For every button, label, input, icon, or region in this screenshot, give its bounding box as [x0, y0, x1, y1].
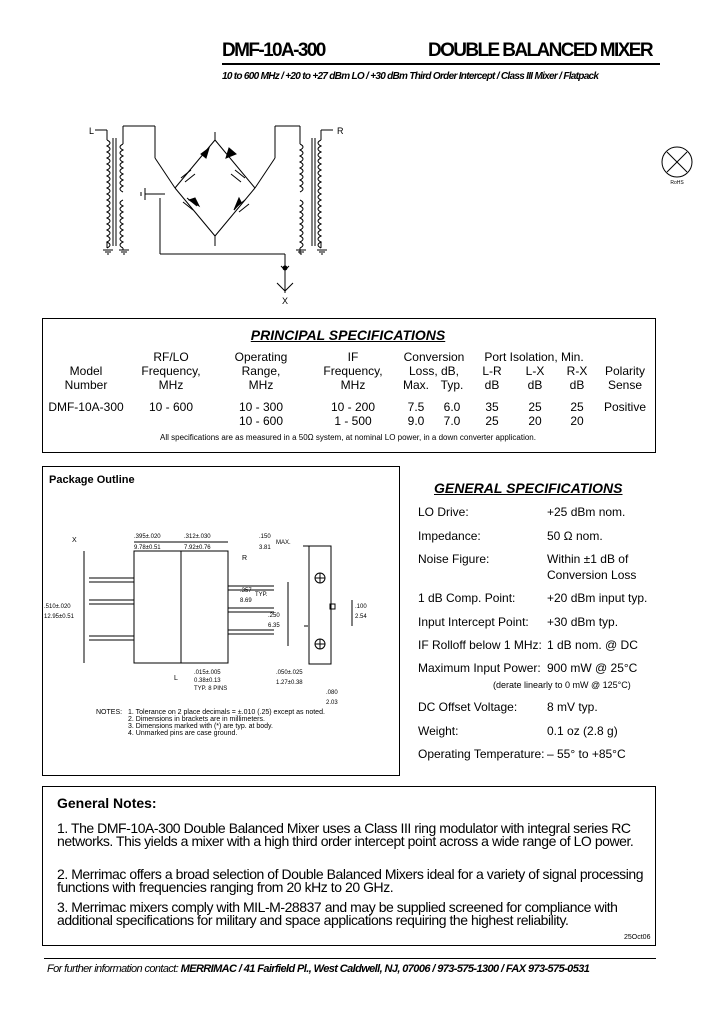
dim-d8: .015±.005 — [194, 670, 221, 676]
hdr-op-1: Operating — [234, 350, 288, 364]
dim-d8-note: TYP. 8 PINS — [194, 686, 228, 692]
footer-company: MERRIMAC / 41 Fairfield Pl., West Caldwell, NJ, 07006 / 973-575-1300 / FAX 973-575-0531 — [180, 963, 590, 975]
subtitle: 10 to 600 MHz / +20 to +27 dBm LO / +30 dBm Third Order Intercept / Class III Mixer / Flatpack — [222, 71, 599, 82]
table-row: DMF-10A-300 10 - 600 10 - 300 10 - 200 7.5 6.0 35 25 25 Positive — [48, 400, 647, 414]
hdr-iso: Port Isolation, Min. — [484, 350, 584, 364]
hdr-conv-typ: Typ. — [440, 378, 464, 392]
spec-label: IF Rolloff below 1 MHz: — [418, 638, 542, 652]
dim-d3: .150 — [259, 534, 271, 540]
revision-date: 25Oct06 — [624, 934, 651, 941]
package-note-2: 2. Dimensions in brackets are in millimeters. — [128, 716, 265, 723]
hdr-conv-2: Loss, dB, — [408, 364, 460, 378]
hdr-rflo-1: RF/LO — [153, 350, 189, 364]
hdr-rx-2: dB — [569, 378, 585, 392]
spec-value: 0.1 oz (2.8 g) — [547, 724, 618, 738]
hdr-rx-1: R-X — [566, 364, 588, 378]
dim-d9-mm: 1.27±0.38 — [276, 680, 303, 686]
dim-d5: .250 — [268, 613, 280, 619]
package-note-1: 1. Tolerance on 2 place decimals = ±.010 (.25) except as noted. — [128, 709, 325, 716]
spec-value: – 55° to +85°C — [547, 747, 626, 761]
spec-value: +25 dBm nom. — [547, 505, 626, 519]
dim-d4-mm: 8.69 — [240, 598, 252, 604]
spec-label: Operating Temperature: — [418, 747, 545, 761]
spec-value: +30 dBm typ. — [547, 615, 619, 629]
principal-specs-title: PRINCIPAL SPECIFICATIONS — [250, 327, 446, 343]
spec-label: Maximum Input Power: — [418, 661, 541, 675]
spec-label: DC Offset Voltage: — [418, 700, 518, 714]
pin-l-label: L — [174, 675, 178, 682]
footer-rule — [44, 958, 656, 959]
package-outline-title: Package Outline — [49, 474, 135, 486]
hdr-pol-2: Sense — [607, 378, 643, 392]
dim-d3-mm: 3.81 — [259, 545, 271, 551]
hdr-op-2: Range, — [241, 364, 281, 378]
hdr-lx-2: dB — [527, 378, 543, 392]
dim-d8-mm: 0.38±0.13 — [194, 678, 221, 684]
hdr-conv-1: Conversion — [403, 350, 465, 364]
product-title: DOUBLE BALANCED MIXER — [428, 40, 652, 61]
dim-typ: TYP. — [255, 592, 268, 598]
dim-d2: .312±.030 — [184, 534, 211, 540]
spec-value-note: (derate linearly to 0 mW @ 125°C) — [493, 680, 631, 690]
spec-value: 1 dB nom. @ DC — [547, 638, 638, 652]
compliance-logo — [657, 145, 699, 187]
footer-contact — [47, 963, 589, 975]
logo-label: RoHS — [670, 180, 684, 186]
hdr-lx-1: L-X — [525, 364, 545, 378]
mixer-schematic — [85, 118, 355, 308]
dim-d5-mm: 6.35 — [268, 623, 280, 629]
spec-label: 1 dB Comp. Point: — [418, 591, 516, 605]
general-notes-title: General Notes: — [57, 795, 157, 811]
hdr-model-2: Number — [64, 378, 108, 392]
hdr-lr-2: dB — [484, 378, 500, 392]
dim-d2-mm: 7.92±0.76 — [184, 545, 211, 551]
spec-value: +20 dBm input typ. — [547, 591, 648, 605]
footer-lead: For further information contact: — [47, 963, 181, 975]
dim-d6: .100 — [355, 604, 367, 610]
spec-value: 900 mW @ 25°C — [547, 661, 638, 675]
port-r-label: R — [337, 126, 344, 136]
spec-value: Within ±1 dB of — [547, 552, 629, 566]
hdr-rflo-3: MHz — [158, 378, 184, 392]
dim-d1-mm: 9.78±0.51 — [134, 545, 161, 551]
dim-d10-mm: 2.03 — [326, 700, 338, 706]
package-note-4: 4. Unmarked pins are case ground. — [128, 730, 238, 737]
hdr-conv-max: Max. — [402, 378, 429, 392]
spec-label: Impedance: — [418, 529, 481, 543]
spec-label: LO Drive: — [418, 505, 469, 519]
hdr-if-3: MHz — [340, 378, 366, 392]
principal-specs-table — [44, 350, 652, 428]
dim-d9: .050±.025 — [276, 670, 303, 676]
spec-label: Weight: — [418, 724, 459, 738]
dim-d7-mm: 12.95±0.51 — [44, 614, 74, 620]
pin-x-label: X — [72, 537, 77, 544]
general-note-1: 1. The DMF-10A-300 Double Balanced Mixer uses a Class III ring modulator with integral series RC networks. This yields a mixer with a high third order intercept point across a wide range of LO power. — [57, 820, 634, 849]
general-note-2: 2. Merrimac offers a broad selection of Double Balanced Mixers ideal for a variety of signal processing functions with frequencies ranging from 20 kHz to 20 GHz. — [57, 866, 644, 895]
dim-max: MAX. — [276, 540, 291, 546]
package-notes-label: NOTES: — [96, 709, 123, 716]
general-note-3: 3. Merrimac mixers comply with MIL-M-28837 and may be supplied screened for compliance with additional specifications for military and space applications requiring the highest reliability. — [57, 899, 618, 928]
title-rule — [222, 63, 660, 65]
spec-value-cont: Conversion Loss — [547, 568, 637, 582]
package-note-3: 3. Dimensions marked with (*) are typ. at body. — [128, 723, 273, 730]
hdr-lr-1: L-R — [482, 364, 502, 378]
hdr-model-1: Model — [69, 364, 103, 378]
spec-value: 50 Ω nom. — [547, 529, 603, 543]
pin-r-label: R — [242, 555, 248, 562]
principal-specs-note: All specifications are as measured in a 50Ω system, at nominal LO power, in a down converter application. — [160, 433, 536, 442]
port-x-label: X — [282, 296, 289, 306]
dim-d4: .357 — [240, 588, 252, 594]
table-row: 10 - 600 1 - 500 9.0 7.0 25 20 20 — [238, 414, 584, 428]
hdr-if-2: Frequency, — [323, 364, 383, 378]
model-number-title: DMF-10A-300 — [222, 40, 325, 61]
spec-value: 8 mV typ. — [547, 700, 598, 714]
hdr-rflo-2: Frequency, — [141, 364, 201, 378]
hdr-pol-1: Polarity — [604, 364, 645, 378]
general-specs-title: GENERAL SPECIFICATIONS — [434, 480, 623, 496]
hdr-if-1: IF — [347, 350, 359, 364]
spec-label: Input Intercept Point: — [418, 615, 529, 629]
dim-d6-mm: 2.54 — [355, 614, 367, 620]
dim-d1: .395±.020 — [134, 534, 161, 540]
spec-label: Noise Figure: — [418, 552, 490, 566]
dim-d10: .080 — [326, 690, 338, 696]
port-l-label: L — [89, 126, 95, 136]
hdr-op-3: MHz — [248, 378, 274, 392]
dim-d7: .510±.020 — [44, 604, 71, 610]
